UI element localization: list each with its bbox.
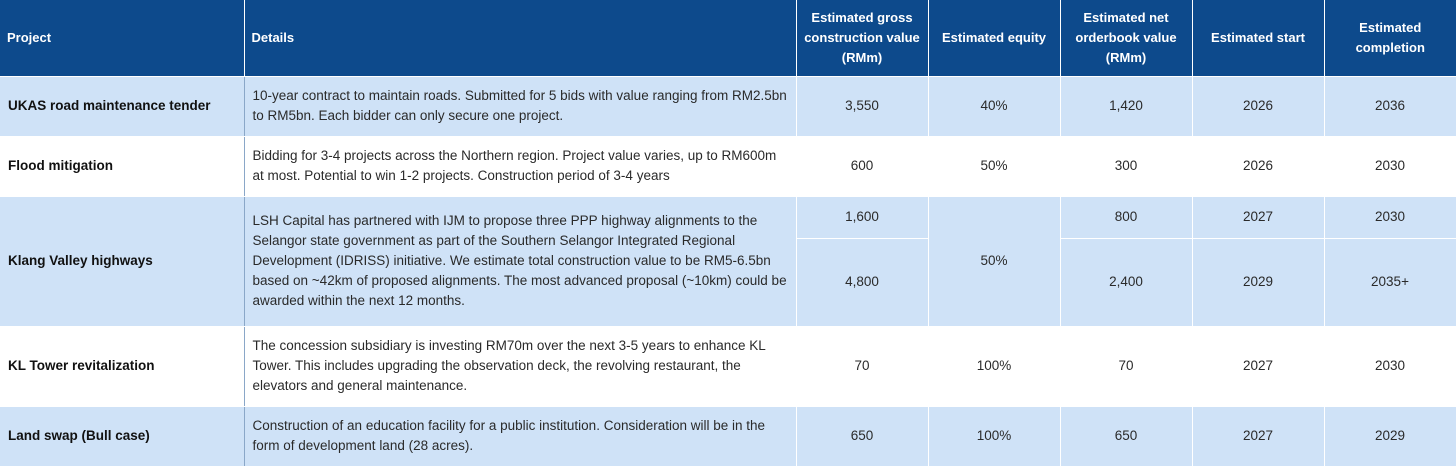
start-year: 2027 xyxy=(1192,326,1324,406)
header-equity: Estimated equity xyxy=(928,0,1060,76)
net-orderbook-value: 2,400 xyxy=(1060,238,1192,326)
completion-year: 2030 xyxy=(1324,136,1456,196)
header-net-orderbook: Estimated net orderbook value (RMm) xyxy=(1060,0,1192,76)
equity-value: 100% xyxy=(928,326,1060,406)
net-orderbook-value: 800 xyxy=(1060,196,1192,238)
net-orderbook-value: 1,420 xyxy=(1060,76,1192,136)
project-details: The concession subsidiary is investing RM70m over the next 3-5 years to enhance KL Tower. This includes upgrading the observation deck, the revolving restaurant, the elevators and general maintenance. xyxy=(244,326,796,406)
header-details: Details xyxy=(244,0,796,76)
gross-value: 4,800 xyxy=(796,238,928,326)
net-orderbook-value: 70 xyxy=(1060,326,1192,406)
project-name: Klang Valley highways xyxy=(0,196,244,326)
header-row xyxy=(0,0,1456,76)
net-orderbook-value: 650 xyxy=(1060,406,1192,466)
gross-value: 70 xyxy=(796,326,928,406)
gross-value: 650 xyxy=(796,406,928,466)
project-name: KL Tower revitalization xyxy=(0,326,244,406)
net-orderbook-value: 300 xyxy=(1060,136,1192,196)
start-year: 2026 xyxy=(1192,136,1324,196)
project-details: Construction of an education facility for a public institution. Consideration will be in the form of development land (28 acres). xyxy=(244,406,796,466)
equity-value: 50% xyxy=(928,136,1060,196)
table-row xyxy=(0,406,1456,466)
completion-year: 2030 xyxy=(1324,326,1456,406)
header-gross-value: Estimated gross construction value (RMm) xyxy=(796,0,928,76)
table-row xyxy=(0,326,1456,406)
gross-value: 3,550 xyxy=(796,76,928,136)
project-details: LSH Capital has partnered with IJM to propose three PPP highway alignments to the Selangor state government as part of the Southern Selangor Integrated Regional Development (IDRISS) initiative. We estimate total construction value to be RM5-6.5bn based on ~42km of proposed alignments. The most advanced proposal (~10km) could be awarded within the next 12 months. xyxy=(244,196,796,326)
project-name: UKAS road maintenance tender xyxy=(0,76,244,136)
start-year: 2029 xyxy=(1192,238,1324,326)
header-project: Project xyxy=(0,0,244,76)
equity-value: 100% xyxy=(928,406,1060,466)
table-row xyxy=(0,136,1456,196)
start-year: 2027 xyxy=(1192,406,1324,466)
equity-value: 50% xyxy=(928,196,1060,326)
start-year: 2026 xyxy=(1192,76,1324,136)
header-completion: Estimated completion xyxy=(1324,0,1456,76)
project-name: Land swap (Bull case) xyxy=(0,406,244,466)
completion-year: 2030 xyxy=(1324,196,1456,238)
gross-value: 1,600 xyxy=(796,196,928,238)
project-details: 10-year contract to maintain roads. Submitted for 5 bids with value ranging from RM2.5bn to RM5bn. Each bidder can only secure one project. xyxy=(244,76,796,136)
header-start: Estimated start xyxy=(1192,0,1324,76)
equity-value: 40% xyxy=(928,76,1060,136)
start-year: 2027 xyxy=(1192,196,1324,238)
completion-year: 2036 xyxy=(1324,76,1456,136)
table-row xyxy=(0,76,1456,136)
gross-value: 600 xyxy=(796,136,928,196)
completion-year: 2035+ xyxy=(1324,238,1456,326)
completion-year: 2029 xyxy=(1324,406,1456,466)
project-details: Bidding for 3-4 projects across the Northern region. Project value varies, up to RM600m at most. Potential to win 1-2 projects. Construction period of 3-4 years xyxy=(244,136,796,196)
project-name: Flood mitigation xyxy=(0,136,244,196)
table-row xyxy=(0,196,1456,238)
